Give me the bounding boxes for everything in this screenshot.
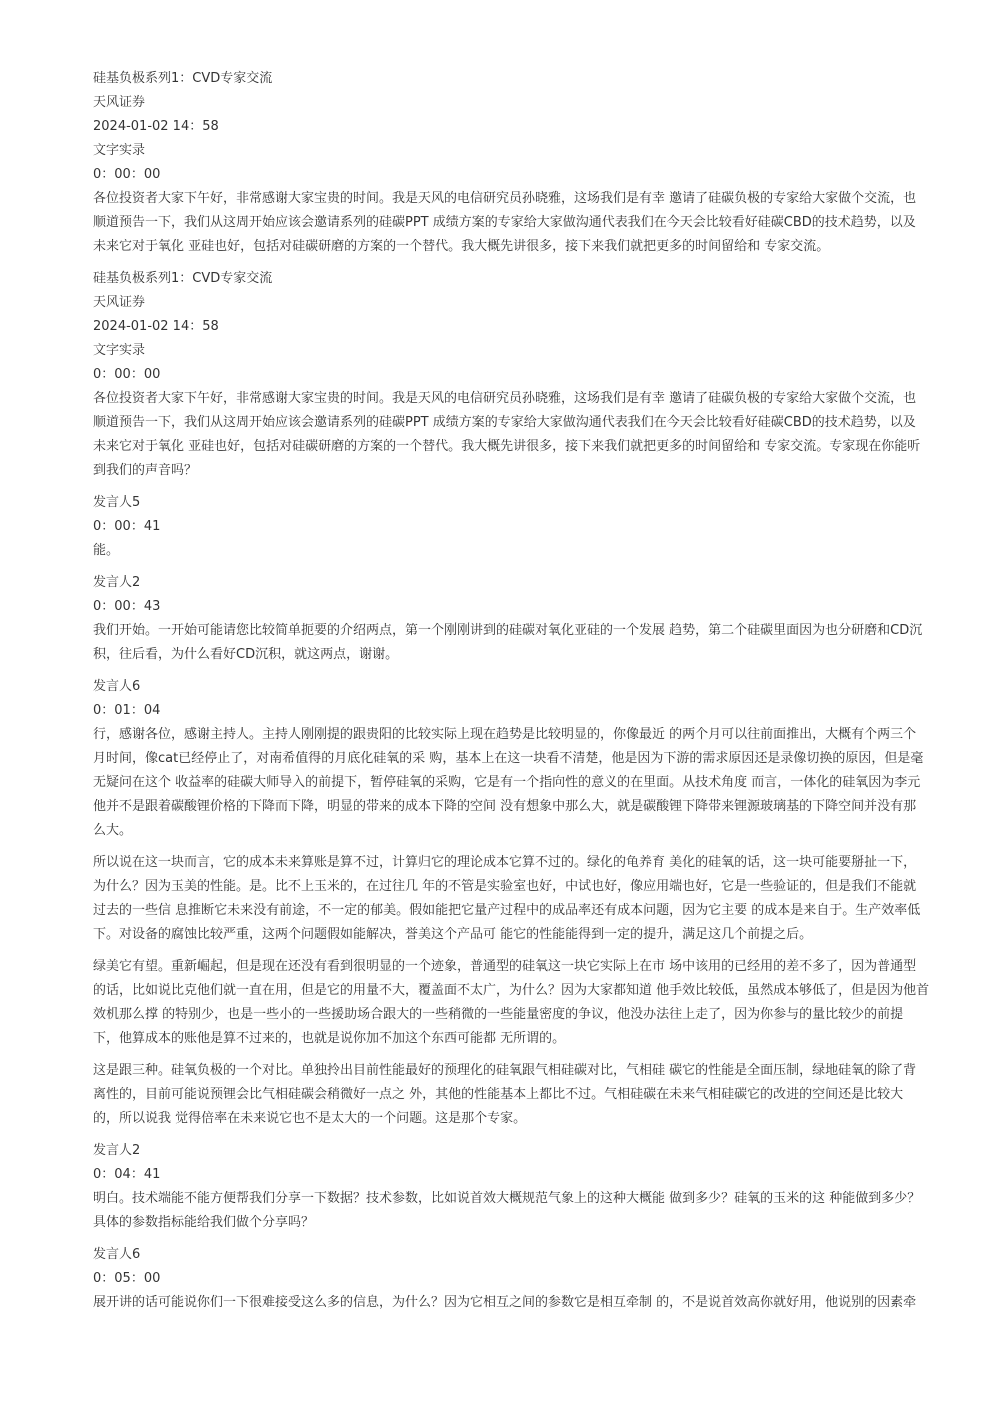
paragraph-line: 各位投资者大家下午好，非常感谢大家宝贵的时间。我是天风的电信研究员孙晓雅，这场我们是有幸 邀请了硅碳负极的专家给大家做个交流，也: [93, 191, 917, 206]
transcript-block: [93, 1139, 945, 1235]
timestamp: 0：01：04: [93, 703, 161, 718]
document-title: 硅基负极系列1：CVD专家交流: [93, 71, 273, 86]
source-name: 天风证券: [93, 295, 146, 310]
section-label: 文字实录: [93, 343, 146, 358]
paragraph-line: 过去的一些信 息推断它未来没有前途，不一定的郁美。假如能把它量产过程中的成品率还有成本问题，因为它主要 的成本是来自于。生产效率低: [93, 903, 921, 918]
transcript-block: [93, 67, 945, 259]
paragraph-line: 未来它对于氧化 亚硅也好，包括对硅碳研磨的方案的一个替代。我大概先讲很多，接下来我们就把更多的时间留给和 专家交流。专家现在你能听: [93, 439, 921, 454]
paragraph-line: 各位投资者大家下午好，非常感谢大家宝贵的时间。我是天风的电信研究员孙晓雅，这场我们是有幸 邀请了硅碳负极的专家给大家做个交流，也: [93, 391, 917, 406]
paragraph-line: 明白。技术端能不能方便帮我们分享一下数据？技术参数，比如说首效大概规范气象上的这种大概能 做到多少？硅氧的玉米的这 种能做到多少？: [93, 1191, 921, 1206]
timestamp: 0：00：43: [93, 599, 161, 614]
paragraph-line: 么大。: [93, 823, 133, 838]
paragraph-line: 的，所以说我 觉得倍率在未来说它也不是太大的一个问题。这是那个专家。: [93, 1111, 527, 1126]
paragraph-line: 展开讲的话可能说你们一下很难接受这么多的信息，为什么？因为它相互之间的参数它是相互牵制 的，不是说首效高你就好用，他说别的因素牵: [93, 1295, 917, 1310]
transcript-paragraph: [93, 1187, 945, 1235]
transcript-paragraph: [93, 187, 945, 259]
transcript-block: [93, 491, 945, 563]
transcript-paragraph: [93, 539, 945, 563]
speaker-name: 发言人2: [93, 575, 141, 590]
transcript-block: [93, 1243, 945, 1315]
transcript-paragraph: [93, 851, 945, 947]
speaker-name: 发言人6: [93, 1247, 141, 1262]
paragraph-line: 到我们的声音吗？: [93, 463, 198, 478]
transcript-paragraph: [93, 1291, 945, 1315]
paragraph-line: 具体的参数指标能给我们做个分享吗？: [93, 1215, 315, 1230]
transcript-block: [93, 571, 945, 667]
transcript-paragraph: [93, 955, 945, 1051]
date-time: 2024-01-02 14：58: [93, 319, 219, 334]
speaker-name: 发言人5: [93, 495, 141, 510]
transcript-paragraph: [93, 1059, 945, 1131]
paragraph-line: 顺道预告一下，我们从这周开始应该会邀请系列的硅碳PPT 成绩方案的专家给大家做沟通代表我们在今天会比较看好硅碳CBD的技术趋势，以及: [93, 215, 916, 230]
paragraph-line: 所以说在这一块而言，它的成本未来算账是算不过，计算归它的理论成本它算不过的。绿化的龟养育 美化的硅氧的话，这一块可能要掰扯一下，: [93, 855, 917, 870]
transcript-paragraph: [93, 387, 945, 483]
timestamp: 0：00：00: [93, 367, 161, 382]
paragraph-line: 我们开始。一开始可能请您比较简单扼要的介绍两点，第一个刚刚讲到的硅碳对氧化亚硅的一个发展 趋势，第二个硅碳里面因为也分研磨和CD沉: [93, 623, 923, 638]
section-label: 文字实录: [93, 143, 146, 158]
paragraph-line: 这是跟三种。硅氧负极的一个对比。单独拎出目前性能最好的预理化的硅氧跟气相硅碳对比，气相硅 碳它的性能是全面压制，绿地硅氧的除了背: [93, 1063, 917, 1078]
paragraph-line: 效机那么撑 的特别少，也是一些小的一些援助场合跟大的一些稍微的一些能量密度的争议，他没办法往上走了，因为你参与的量比较少的前提: [93, 1007, 904, 1022]
transcript-block: [93, 267, 945, 483]
document-title: 硅基负极系列1：CVD专家交流: [93, 271, 273, 286]
paragraph-line: 行，感谢各位，感谢主持人。主持人刚刚提的跟贵阳的比较实际上现在趋势是比较明显的，你像最近 的两个月可以往前面推出，大概有个两三个: [93, 727, 917, 742]
date-time: 2024-01-02 14：58: [93, 119, 219, 134]
transcript-document: [93, 67, 945, 1323]
paragraph-line: 月时间，像cat已经停止了，对南希值得的月底化硅氧的采 购，基本上在这一块看不清楚，他是因为下游的需求原因还是录像切换的原因，但是毫: [93, 751, 924, 766]
paragraph-line: 下，他算成本的账他是算不过来的，也就是说你加不加这个东西可能都 无所谓的。: [93, 1031, 566, 1046]
speaker-name: 发言人2: [93, 1143, 141, 1158]
paragraph-line: 的话，比如说比克他们就一直在用，但是它的用量不大，覆盖面不太广，为什么？因为大家都知道 他手效比较低，虽然成本够低了，但是因为他首: [93, 983, 930, 998]
paragraph-line: 他并不是跟着碳酸锂价格的下降而下降，明显的带来的成本下降的空间 没有想象中那么大，就是碳酸锂下降带来锂源玻璃基的下降空间并没有那: [93, 799, 917, 814]
paragraph-line: 下。对设备的腐蚀比较严重，这两个问题假如能解决，誉美这个产品可 能它的性能能得到一定的提升，满足这几个前提之后。: [93, 927, 813, 942]
transcript-paragraph: [93, 619, 945, 667]
paragraph-line: 离性的，目前可能说预锂会比气相硅碳会稍微好一点之 外，其他的性能基本上都比不过。气相硅碳在未来气相硅碳它的改进的空间还是比较大: [93, 1087, 904, 1102]
speaker-name: 发言人6: [93, 679, 141, 694]
transcript-block: [93, 675, 945, 1131]
timestamp: 0：04：41: [93, 1167, 161, 1182]
timestamp: 0：05：00: [93, 1271, 161, 1286]
paragraph-line: 能。: [93, 543, 120, 558]
paragraph-line: 顺道预告一下，我们从这周开始应该会邀请系列的硅碳PPT 成绩方案的专家给大家做沟通代表我们在今天会比较看好硅碳CBD的技术趋势，以及: [93, 415, 916, 430]
paragraph-line: 无疑问在这个 收益率的硅碳大师导入的前提下，暂停硅氧的采购，它是有一个指向性的意义的在里面。从技术角度 而言，一体化的硅氧因为李元: [93, 775, 921, 790]
transcript-paragraph: [93, 723, 945, 843]
paragraph-line: 为什么？因为玉美的性能。是。比不上玉米的，在过往几 年的不管是实验室也好，中试也好，像应用端也好，它是一些验证的，但是我们不能就: [93, 879, 917, 894]
source-name: 天风证券: [93, 95, 146, 110]
timestamp: 0：00：00: [93, 167, 161, 182]
paragraph-line: 积，往后看，为什么看好CD沉积，就这两点，谢谢。: [93, 647, 399, 662]
paragraph-line: 未来它对于氧化 亚硅也好，包括对硅碳研磨的方案的一个替代。我大概先讲很多，接下来我们就把更多的时间留给和 专家交流。: [93, 239, 830, 254]
paragraph-line: 绿美它有望。重新崛起，但是现在还没有看到很明显的一个迹象，普通型的硅氧这一块它实际上在市 场中该用的已经用的差不多了，因为普通型: [93, 959, 917, 974]
timestamp: 0：00：41: [93, 519, 161, 534]
